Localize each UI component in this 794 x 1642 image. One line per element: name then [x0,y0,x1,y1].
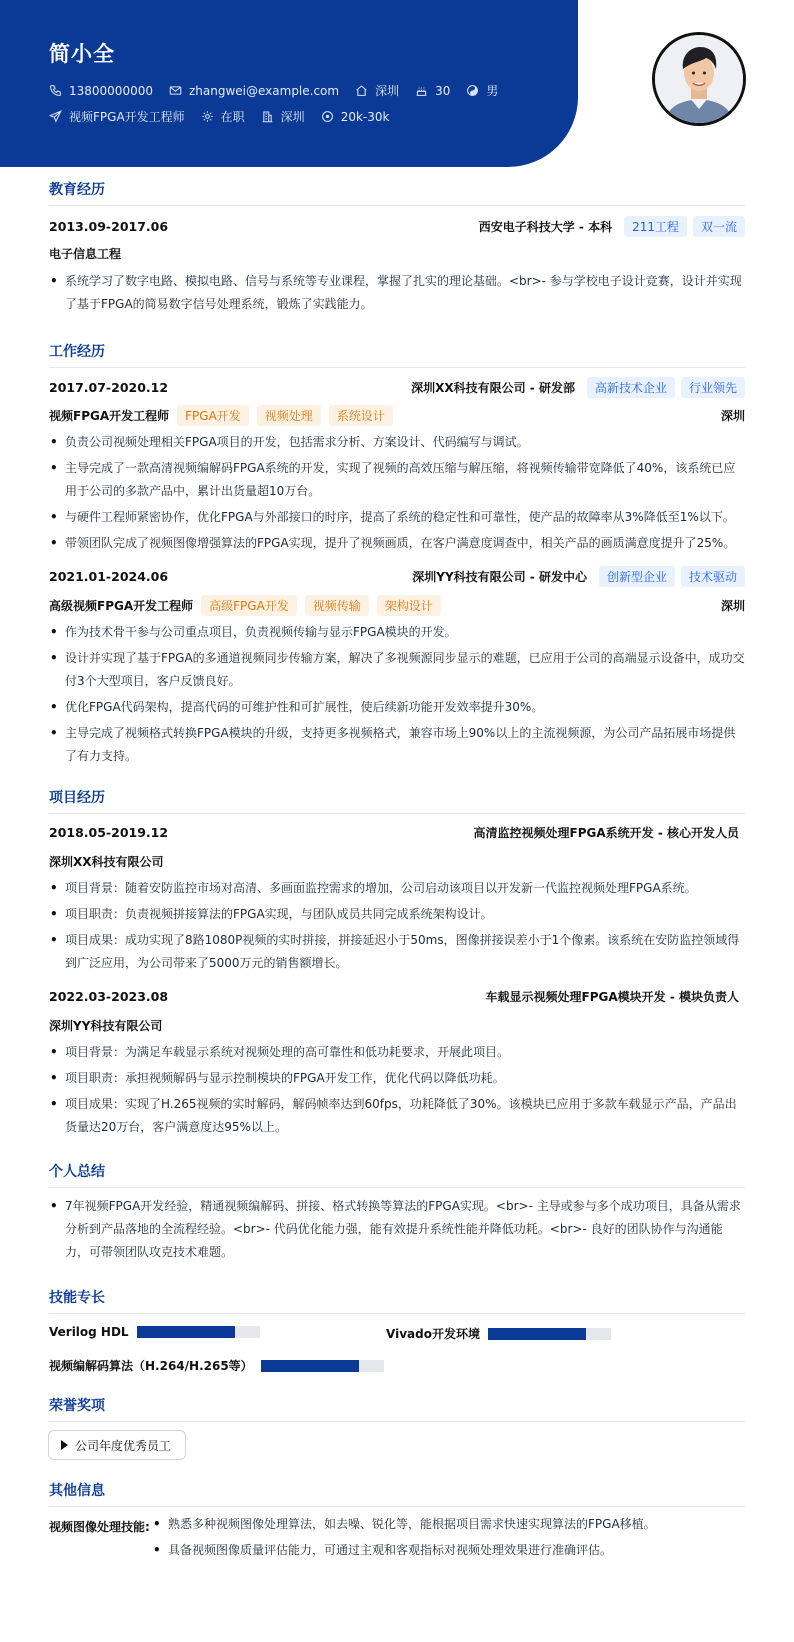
job-title-info [49,108,185,125]
building-icon [261,110,274,123]
project-header-row [49,988,745,1005]
job-bullets [49,431,745,558]
list-item: • 项目职责：负责视频拼接算法的FPGA实现，与团队成员共同完成系统架构设计。 [49,903,745,926]
email-info [169,84,339,98]
skill-name: Verilog HDL [49,1325,129,1339]
award-item[interactable] [48,1430,186,1460]
skill-bar [261,1360,384,1372]
project-bullets [49,1041,745,1142]
award-label: 公司年度优秀员工 [75,1438,172,1453]
avatar [652,32,746,126]
project-name: 车载显示视频处理FPGA模块开发 - 模块负责人 [485,990,739,1004]
job-company: 深圳XX科技有限公司 - 研发部 [411,381,575,395]
company-tag: 行业领先 [681,377,745,398]
role-tag: 视频处理 [257,405,321,426]
salary-text: 20k-30k [340,109,390,124]
home-city-info [355,82,399,99]
home-city-text: 深圳 [375,84,400,98]
age-text: 30 [435,83,451,98]
project-bullets [49,877,745,978]
role-tag: 高级FPGA开发 [201,595,297,616]
list-item: • 熟悉多种视频图像处理算法，如去噪、锐化等，能根据项目需求快速实现算法的FPGA移植。 [152,1513,745,1536]
job-date: 2021.01-2024.06 [49,569,169,584]
skill-bar-fill [137,1326,235,1338]
list-item: • 优化FPGA代码架构，提高代码的可维护性和可扩展性，使后续新功能开发效率提升30%。 [49,696,745,719]
contact-row [49,82,514,99]
job-role: 高级视频FPGA开发工程师 [49,599,194,613]
company-tag: 高新技术企业 [587,377,675,398]
money-icon [321,110,334,123]
summary-bullets [49,1195,745,1267]
project-date: 2018.05-2019.12 [49,825,169,840]
job-bullets [49,621,745,771]
cake-icon [415,84,428,97]
age-info [415,84,450,98]
project-company: 深圳XX科技有限公司 [49,855,164,869]
role-tag: 系统设计 [329,405,393,426]
play-icon [61,1440,68,1450]
list-item: • 与硬件工程师紧密协作，优化FPGA与外部接口的时序，提高了系统的稳定性和可靠性，使产品的故障率从3%降低至1%以下。 [49,506,745,529]
job-city: 深圳 [720,409,745,423]
email-text: zhangwei@example.com [188,83,340,98]
education-school-group [479,216,745,237]
list-item: • 负责公司视频处理相关FPGA项目的开发，包括需求分析、方案设计、代码编写与调试。 [49,431,745,454]
list-item: • 主导完成了一款高清视频编解码FPGA系统的开发，实现了视频的高效压缩与解压缩，将视频传输带宽降低了40%，该系统已应用于公司的多款产品中，累计出货量超10万台。 [49,457,745,503]
list-item: • 项目成果：实现了H.265视频的实时解码，解码帧率达到60fps，功耗降低了30%。该模块已应用于多款车载显示产品，产品出货量达20万台，客户满意度达95%以上。 [49,1093,745,1139]
list-item: • 项目背景：为满足车载显示系统对视频处理的高可靠性和低功耗要求，开展此项目。 [49,1041,745,1064]
list-item: • 主导完成了视频格式转换FPGA模块的升级，支持更多视频格式，兼容市场上90%以上的主流视频源，为公司产品拓展市场提供了有力支持。 [49,722,745,768]
phone-info [49,84,153,98]
home-icon [355,84,368,97]
skill-item [386,1325,611,1342]
salary-info [321,110,390,124]
role-tag: 视频传输 [305,595,369,616]
job-title-text: 视频FPGA开发工程师 [69,110,185,124]
education-school: 西安电子科技大学 - 本科 [478,220,613,234]
education-section-title: 教育经历 [49,179,745,206]
job-header-row [49,566,745,587]
phone-text: 13800000000 [69,83,153,98]
skill-bar [137,1326,260,1338]
projects-section-title: 项目经历 [49,787,745,814]
school-tag: 双一流 [693,216,745,237]
project-company-row [49,1017,745,1034]
list-item: • 项目成果：成功实现了8路1080P视频的实时拼接，拼接延迟小于50ms，图像拼接误差小于1个像素。该系统在安防监控领域得到广泛应用，为公司带来了5000万元的销售额增长。 [49,929,745,975]
job-date: 2017.07-2020.12 [49,380,169,395]
other-label: 视频图像处理技能: [49,1520,150,1534]
job-role: 视频FPGA开发工程师 [49,409,170,423]
job-header-row [49,377,745,398]
job-role-row [49,595,745,616]
list-item: • 7年视频FPGA开发经验，精通视频编解码、拼接、格式转换等算法的FPGA实现。<br>- 主导或参与多个成功项目，具备从需求分析到产品落地的全流程经验。<br>- 代码优化能力强，能有效提升系统性能并降低功耗。<br>- 良好的团队协作与沟通能力，可带领团队攻克技术难题。 [49,1195,745,1264]
company-tag: 技术驱动 [681,566,745,587]
list-item: • 带领团队完成了视频图像增强算法的FPGA实现，提升了视频画质，在客户满意度调查中，相关产品的画质满意度提升了25%。 [49,532,745,555]
send-icon [49,110,62,123]
list-item: • 作为技术骨干参与公司重点项目，负责视频传输与显示FPGA模块的开发。 [49,621,745,644]
job-company: 深圳YY科技有限公司 - 研发中心 [412,570,587,584]
project-header-row [49,824,745,841]
list-item: • 项目背景：随着安防监控市场对高清、多画面监控需求的增加，公司启动该项目以开发新一代监控视频处理FPGA系统。 [49,877,745,900]
list-item: • 设计并实现了基于FPGA的多通道视频同步传输方案，解决了多视频源同步显示的难题，已应用于公司的高端显示设备中，成功交付3个大型项目，客户反馈良好。 [49,647,745,693]
list-item: • 具备视频图像质量评估能力，可通过主观和客观指标对视频处理效果进行准确评估。 [152,1539,745,1562]
work-section-title: 工作经历 [49,341,745,368]
skill-item [49,1325,260,1339]
project-company-row [49,853,745,870]
education-major: 电子信息工程 [49,247,122,261]
job-intent-row [49,108,405,125]
job-city: 深圳 [720,599,745,613]
job-company-group [412,566,745,587]
summary-section-title: 个人总结 [49,1161,745,1188]
skill-bar [488,1328,611,1340]
other-section-title: 其他信息 [49,1480,745,1507]
work-city-text: 深圳 [280,110,305,124]
role-tag: FPGA开发 [177,405,249,426]
job-role-group [49,405,393,426]
gear-icon [201,110,214,123]
school-tag: 211工程 [624,216,687,237]
awards-section-title: 荣誉奖项 [49,1395,745,1422]
education-major-row [49,245,745,262]
status-info [201,108,245,125]
education-date: 2013.09-2017.06 [49,219,169,234]
project-company: 深圳YY科技有限公司 [49,1019,163,1033]
list-item: • 系统学习了数字电路、模拟电路、信号与系统等专业课程，掌握了扎实的理论基础。<br>- 参与学校电子设计竞赛，设计并实现了基于FPGA的简易数字信号处理系统，锻炼了实践能力。 [49,270,745,316]
project-date: 2022.03-2023.08 [49,989,169,1004]
skill-item [49,1357,384,1374]
work-city-info [261,108,305,125]
education-bullets [49,270,745,319]
job-role-group [49,595,441,616]
candidate-name: 简小全 [49,42,115,66]
other-bullets [152,1513,745,1565]
skills-section-title: 技能专长 [49,1287,745,1314]
skill-bar-fill [488,1328,586,1340]
skill-bar-fill [261,1360,359,1372]
gender-text: 男 [486,84,499,98]
status-text: 在职 [220,110,245,124]
phone-icon [49,84,62,97]
job-role-row [49,405,745,426]
role-tag: 架构设计 [377,595,441,616]
job-company-group [411,377,745,398]
project-name: 高清监控视频处理FPGA系统开发 - 核心开发人员 [473,826,739,840]
gender-icon [466,84,479,97]
gender-info [466,82,498,99]
skill-name: Vivado开发环境 [386,1327,480,1341]
mail-icon [169,84,182,97]
list-item: • 项目职责：承担视频解码与显示控制模块的FPGA开发工作，优化代码以降低功耗。 [49,1067,745,1090]
skill-name: 视频编解码算法（H.264/H.265等） [49,1359,253,1373]
company-tag: 创新型企业 [599,566,675,587]
education-header-row [49,216,745,237]
resume-header [0,0,578,167]
